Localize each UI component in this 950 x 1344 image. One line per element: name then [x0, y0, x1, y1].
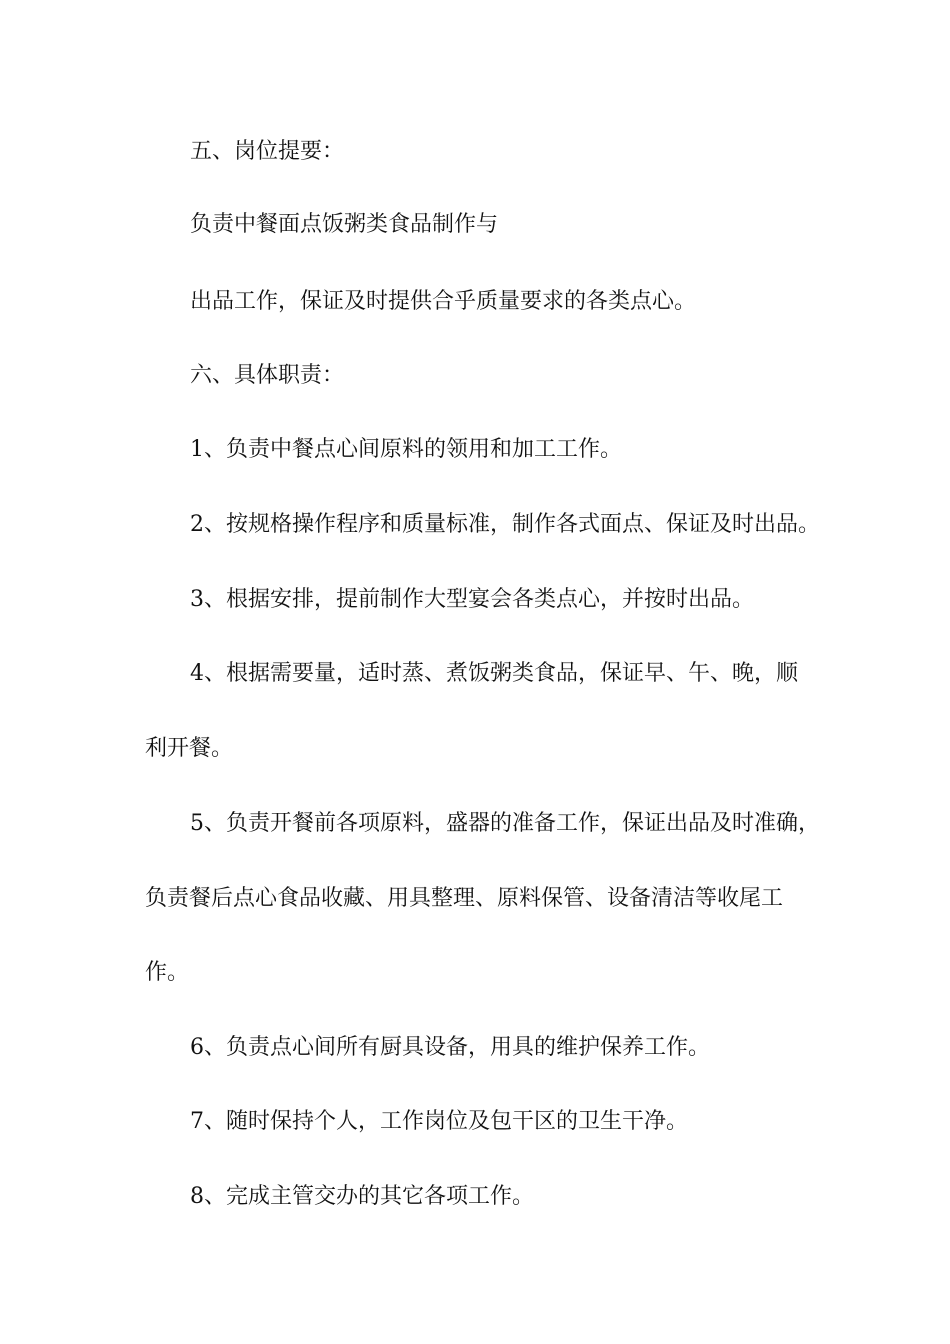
section-heading-6: 六、具体职责： — [190, 363, 345, 388]
list-item-5-continuation: 负责餐后点心食品收藏、用具整理、原料保管、设备清洁等收尾工 — [145, 886, 784, 911]
list-item-4-continuation: 利开餐。 — [145, 736, 234, 761]
list-item-1: 1、负责中餐点心间原料的领用和加工工作。 — [190, 437, 622, 462]
list-item-7: 7、随时保持个人，工作岗位及包干区的卫生干净。 — [190, 1109, 688, 1134]
list-item-6: 6、负责点心间所有厨具设备，用具的维护保养工作。 — [190, 1035, 710, 1060]
list-item-8: 8、完成主管交办的其它各项工作。 — [190, 1184, 534, 1209]
list-item-4: 4、根据需要量，适时蒸、煮饭粥类食品，保证早、午、晚，顺 — [190, 661, 798, 686]
paragraph-line: 出品工作，保证及时提供合乎质量要求的各类点心。 — [190, 289, 697, 314]
list-item-2: 2、按规格操作程序和质量标准，制作各式面点、保证及时出品。 — [190, 512, 820, 537]
paragraph-line: 负责中餐面点饭粥类食品制作与 — [190, 212, 499, 237]
list-item-3: 3、根据安排，提前制作大型宴会各类点心，并按时出品。 — [190, 587, 754, 612]
list-item-5-continuation: 作。 — [145, 960, 190, 985]
list-item-5: 5、负责开餐前各项原料，盛器的准备工作，保证出品及时准确， — [190, 811, 820, 836]
section-heading-5: 五、岗位提要： — [190, 139, 345, 164]
